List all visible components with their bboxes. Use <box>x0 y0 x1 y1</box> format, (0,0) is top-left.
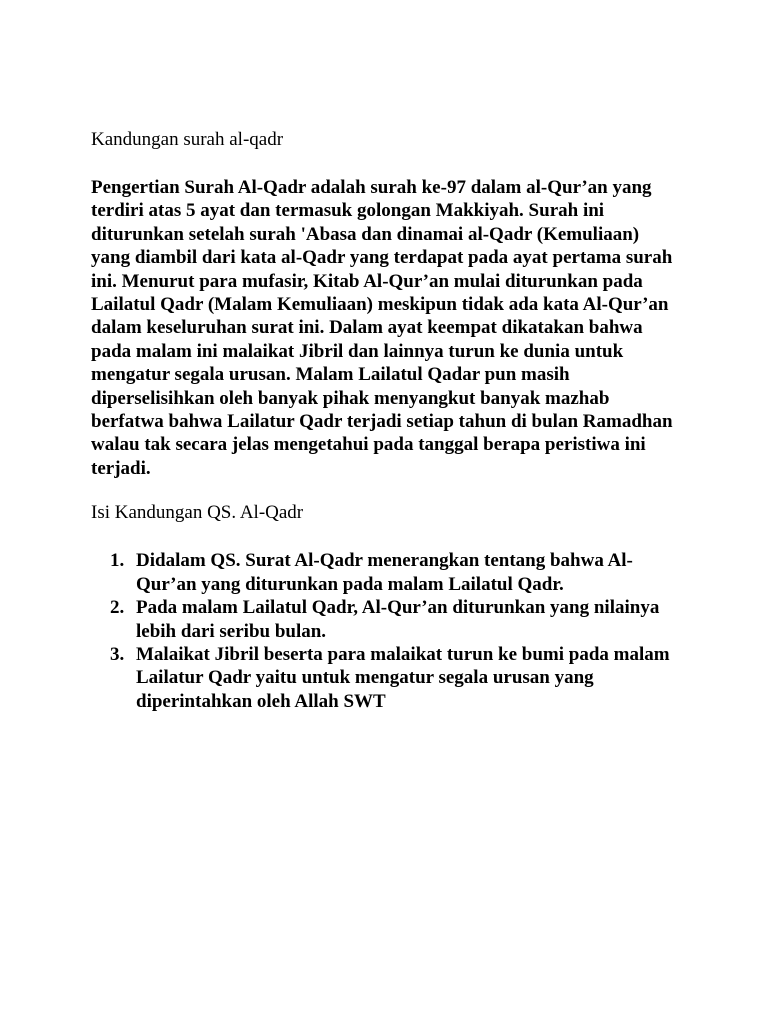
list-item <box>91 643 681 713</box>
list-item-text: Malaikat Jibril beserta para malaikat turun ke bumi pada malam Lailatur Qadr yaitu untuk mengatur segala urusan yang diperintahkan oleh Allah SWT <box>136 643 670 712</box>
document-title: Kandungan surah al-qadr <box>91 129 284 150</box>
content-list <box>91 549 681 713</box>
document-page <box>91 128 681 713</box>
section-title: Isi Kandungan QS. Al-Qadr <box>91 502 304 524</box>
list-item-number: 1. <box>110 550 125 572</box>
list-item-number: 2. <box>110 597 125 619</box>
list-item-text: Didalam QS. Surat Al-Qadr menerangkan tentang bahwa Al-Qur’an yang diturunkan pada malam Lailatul Qadr. <box>136 550 633 595</box>
intro-paragraph: Pengertian Surah Al-Qadr adalah surah ke-97 dalam al-Qur’an yang terdiri atas 5 ayat dan termasuk golongan Makkiyah. Surah ini diturunkan setelah surah 'Abasa dan dinamai al-Qadr (Kemuliaan) yang diambil dari kata al-Qadr yang terdapat pada ayat pertama surah ini. Menurut para mufasir, Kitab Al-Qur’an mulai diturunkan pada Lailatul Qadr (Malam Kemuliaan) meskipun tidak ada kata Al-Qur’an dalam keseluruhan surat ini. Dalam ayat keempat dikatakan bahwa pada malam ini malaikat Jibril dan lainnya turun ke dunia untuk mengatur segala urusan. Malam Lailatul Qadar pun masih diperselisihkan oleh banyak pihak menyangkut banyak mazhab berfatwa bahwa Lailatur Qadr terjadi setiap tahun di bulan Ramadhan walau tak secara jelas mengetahui pada tanggal berapa peristiwa ini terjadi. <box>91 177 673 479</box>
list-item-text: Pada malam Lailatul Qadr, Al-Qur’an diturunkan yang nilainya lebih dari seribu bulan. <box>136 597 660 642</box>
list-item <box>91 596 681 643</box>
list-item <box>91 549 681 596</box>
list-item-number: 3. <box>110 643 125 665</box>
